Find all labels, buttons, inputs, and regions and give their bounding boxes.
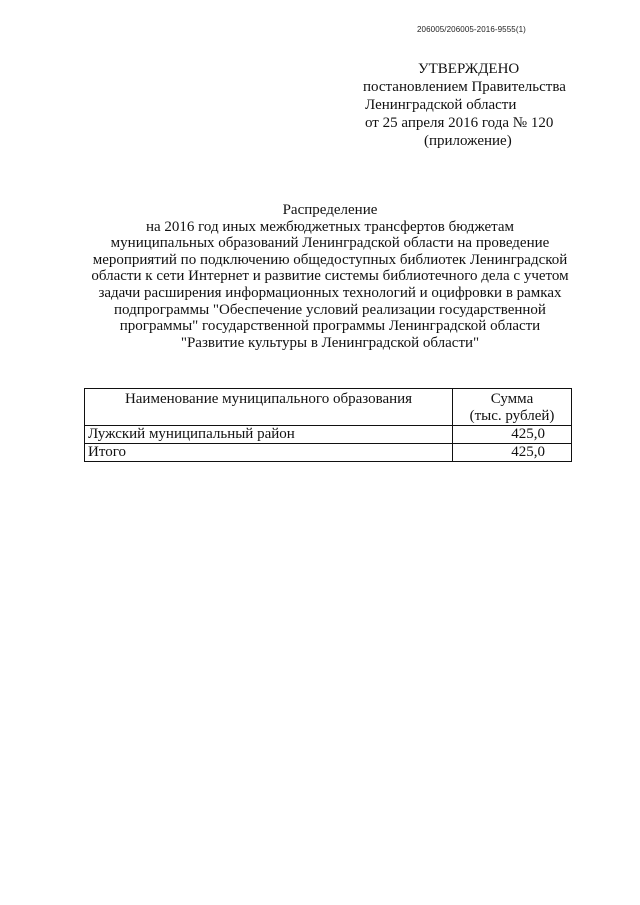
title-line: Распределение: [282, 202, 378, 218]
column-header-name: Наименование муниципального образования: [85, 389, 453, 426]
column-header-sum: [453, 389, 572, 426]
distribution-table: [84, 388, 572, 462]
title-line: задачи расширения информационных технологий и оцифровки в рамках: [98, 284, 562, 301]
document-title: [40, 202, 620, 351]
table-row: [85, 426, 572, 444]
approval-heading: УТВЕРЖДЕНО: [418, 61, 520, 77]
table-header-row: [85, 389, 572, 426]
title-line: области к сети Интернет и развитие системы библиотечного дела с учетом: [91, 268, 569, 285]
approval-line: от 25 апреля 2016 года № 120: [365, 115, 554, 131]
title-line: на 2016 год иных межбюджетных трансфертов бюджетам: [145, 218, 515, 235]
row-sum: 425,0: [453, 426, 572, 444]
row-name: Лужский муниципальный район: [85, 426, 453, 444]
approval-line: Ленинградской области: [365, 97, 517, 113]
title-line: мероприятий по подключению общедоступных библиотек Ленинградской: [92, 251, 568, 268]
approval-stamp: [355, 60, 585, 150]
table-row-total: [85, 444, 572, 462]
row-sum: 425,0: [453, 444, 572, 462]
row-name: Итого: [85, 444, 453, 462]
column-header-sum-unit: (тыс. рублей): [469, 408, 555, 424]
approval-line: постановлением Правительства: [363, 79, 566, 95]
column-header-sum-line: Сумма: [490, 391, 534, 407]
document-number: 206005/206005-2016-9555(1): [417, 25, 526, 34]
title-line: подпрограммы "Обеспечение условий реализации государственной: [114, 301, 546, 318]
approval-line: (приложение): [424, 133, 512, 149]
title-line: "Развитие культуры в Ленинградской области": [180, 334, 480, 351]
title-line: программы" государственной программы Ленинградской области: [119, 318, 541, 335]
title-line: муниципальных образований Ленинградской области на проведение: [110, 235, 550, 252]
